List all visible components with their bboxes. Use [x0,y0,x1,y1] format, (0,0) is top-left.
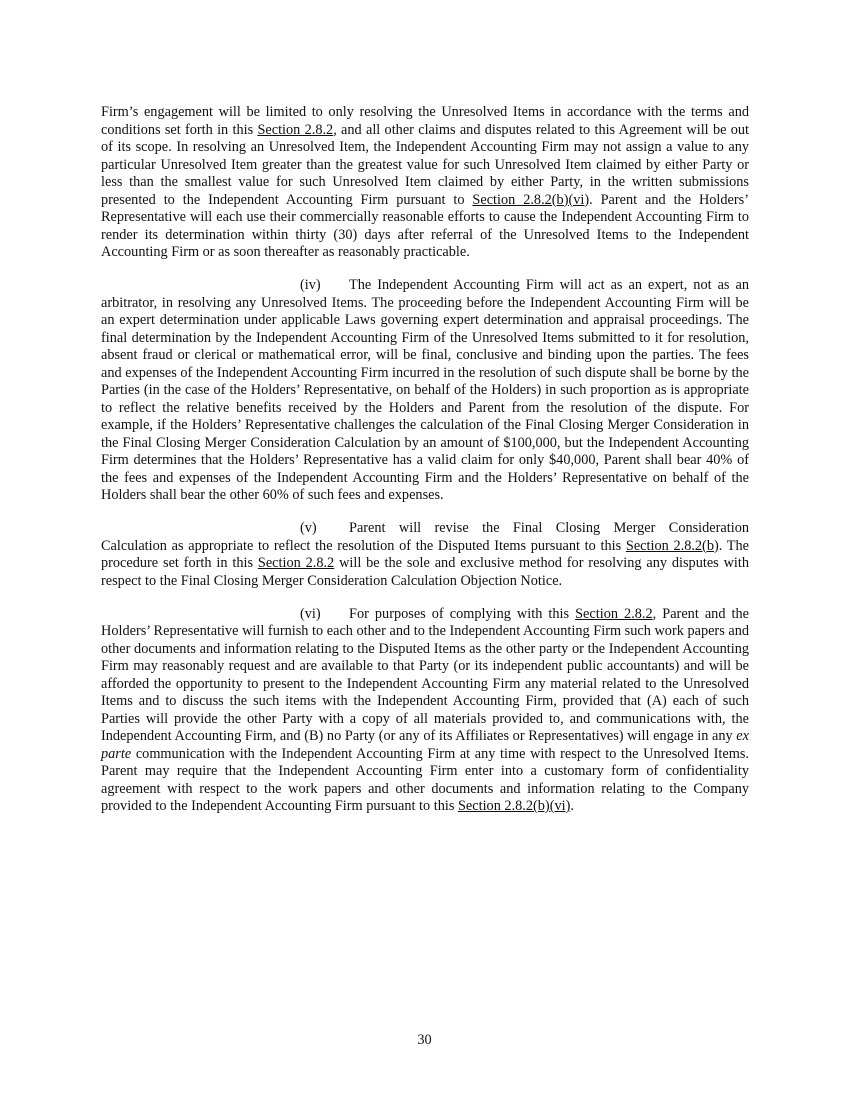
italic-term: ex parte [101,728,749,762]
section-reference-link: Section 2.8.2(b)(vi) [472,191,590,208]
section-reference-link: Section 2.8.2 [575,605,653,622]
clause-number: (iv) [300,277,321,293]
paragraph-v: (v) Parent will revise the Final Closing Merger Consideration Calculation as appropriate to reflect the resolution of the Disputed Items pursuant to this Section 2.8.2(b). The procedure set forth in this Section 2.8.2 will be the sole and exclusive method for resolving any disputes with respect to the Final Closing Merger Consideration Calculation Objection Notice. [101,520,749,589]
section-reference-link: Section 2.8.2(b) [625,537,719,554]
section-reference-link: Section 2.8.2 [257,555,335,571]
clause-number: (v) [300,520,317,536]
page-number: 30 [417,1032,432,1048]
document-body [101,104,749,831]
section-reference-link: Section 2.8.2(b)(vi) [457,798,571,814]
clause-number: (vi) [300,605,321,622]
paragraph-iv: (iv) The Independent Accounting Firm will act as an expert, not as an arbitrator, in resolving any Unresolved Items. The proceeding before the Independent Accounting Firm will be an expert determination under applicable Laws governing expert determination and appraisal proceedings. The final determination by the Independent Accounting Firm of the Unresolved Items submitted to it for resolution, absent fraud or clerical or mathematical error, will be final, conclusive and binding upon the parties. The fees and expenses of the Independent Accounting Firm incurred in the resolution of such dispute shall be borne by the Parties (in the case of the Holders’ Representative, on behalf of the Holders) in such proportion as is appropriate to reflect the relative benefits received by the Holders and Parent from the resolution of the dispute. For example, if the Holders’ Representative challenges the calculation of the Final Closing Merger Consideration in the Final Closing Merger Consideration Calculation by an amount of $100,000, but the Independent Accounting Firm determines that the Holders’ Representative has a valid claim for only $40,000, Parent shall bear 40% of the fees and expenses of the Independent Accounting Firm and the Holders’ Representative on behalf of the Holders shall bear the other 60% of such fees and expenses. [101,277,749,503]
paragraph-vi: (vi) For purposes of complying with this Section 2.8.2, Parent and the Holders’ Representative will furnish to each other and to the Independent Accounting Firm such work papers and other documents and information relating to the Disputed Items as the other party or the Independent Accounting Firm may reasonably request and are available to that Party (or its independent public accountants) and will be afforded the opportunity to present to the Independent Accounting Firm any material related to the Unresolved Items and to discuss the such items with the Independent Accounting Firm, provided that (A) each of such Parties will provide the other Party with a copy of all materials provided to, and communications with, the Independent Accounting Firm, and (B) no Party (or any of its Affiliates or Representatives) will engage in any ex parte communication with the Independent Accounting Firm at any time with respect to the Unresolved Items. Parent may require that the Independent Accounting Firm enter into a customary form of confidentiality agreement with respect to the work papers and other documents and information relating to the Company provided to the Independent Accounting Firm pursuant to this Section 2.8.2(b)(vi). [101,605,749,814]
section-reference-link: Section 2.8.2 [257,121,334,138]
paragraph-continuation: Firm’s engagement will be limited to only resolving the Unresolved Items in accordance with the terms and conditions set forth in this Section 2.8.2, and all other claims and disputes related to this Agreement will be out of its scope. In resolving an Unresolved Item, the Independent Accounting Firm may not assign a value to any particular Unresolved Item greater than the greatest value for such Unresolved Item claimed by either Party or less than the smallest value for such Unresolved Item claimed by either Party, in the written submissions presented to the Independent Accounting Firm pursuant to Section 2.8.2(b)(vi). Parent and the Holders’ Representative will each use their commercially reasonable efforts to cause the Independent Accounting Firm to render its determination within thirty (30) days after referral of the Unresolved Items to the Independent Accounting Firm or as soon thereafter as reasonably practicable. [101,104,749,260]
